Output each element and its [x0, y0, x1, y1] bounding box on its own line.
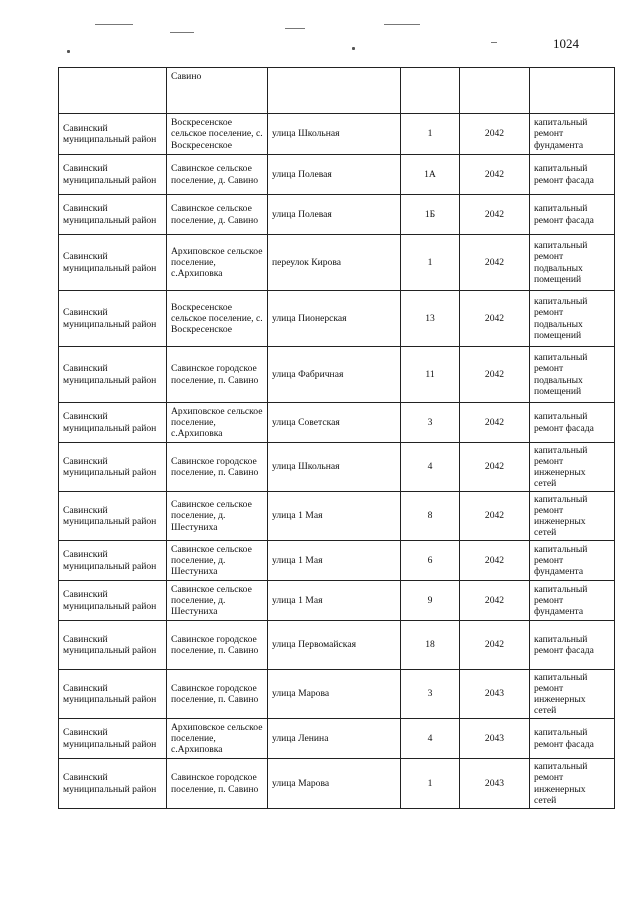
table-row	[59, 347, 615, 403]
cell-settlement: Савинское городское поселение, п. Савино	[167, 347, 268, 403]
cell-house: 1А	[401, 155, 460, 195]
cell-house: 3	[401, 403, 460, 443]
cell-work: капитальный ремонт инженерных сетей	[530, 759, 615, 809]
cell-house: 4	[401, 719, 460, 759]
cell-settlement: Савинское сельское поселение, д. Савино	[167, 195, 268, 235]
cell-work: капитальный ремонт фасада	[530, 621, 615, 670]
cell-street: улица Фабричная	[268, 347, 401, 403]
cell-work: капитальный ремонт подвальных помещений	[530, 347, 615, 403]
cell-settlement: Савинское сельское поселение, д. Савино	[167, 155, 268, 195]
cell-settlement: Воскресенское сельское поселение, с. Воскресенское	[167, 291, 268, 347]
cell-house: 18	[401, 621, 460, 670]
cell-street	[268, 68, 401, 114]
cell-work: капитальный ремонт фундамента	[530, 581, 615, 621]
cell-year: 2042	[460, 195, 530, 235]
table-row	[59, 403, 615, 443]
cell-work: капитальный ремонт фасада	[530, 195, 615, 235]
scan-line-1	[95, 24, 133, 25]
cell-work: капитальный ремонт фасада	[530, 719, 615, 759]
cell-year: 2042	[460, 621, 530, 670]
cell-street: улица Марова	[268, 759, 401, 809]
cell-district: Савинский муниципальный район	[59, 759, 167, 809]
table-row	[59, 235, 615, 291]
cell-year	[460, 68, 530, 114]
cell-street: улица Ленина	[268, 719, 401, 759]
table-body	[59, 68, 615, 809]
cell-settlement: Савинское сельское поселение, д. Шестуниха	[167, 581, 268, 621]
cell-year: 2042	[460, 443, 530, 492]
cell-street: улица 1 Мая	[268, 541, 401, 581]
cell-work: капитальный ремонт инженерных сетей	[530, 492, 615, 541]
cell-house: 11	[401, 347, 460, 403]
cell-year: 2042	[460, 155, 530, 195]
table-row	[59, 621, 615, 670]
cell-settlement: Савинское городское поселение, п. Савино	[167, 621, 268, 670]
cell-district: Савинский муниципальный район	[59, 621, 167, 670]
table-row	[59, 541, 615, 581]
cell-district: Савинский муниципальный район	[59, 403, 167, 443]
table-row	[59, 719, 615, 759]
cell-district: Савинский муниципальный район	[59, 235, 167, 291]
cell-settlement: Воскресенское сельское поселение, с. Воскресенское	[167, 114, 268, 155]
cell-street: улица Первомайская	[268, 621, 401, 670]
table-row	[59, 155, 615, 195]
cell-year: 2042	[460, 347, 530, 403]
cell-district: Савинский муниципальный район	[59, 492, 167, 541]
cell-house: 1	[401, 235, 460, 291]
cell-settlement: Архиповское сельское поселение, с.Архиповка	[167, 403, 268, 443]
table-row	[59, 492, 615, 541]
cell-settlement: Савино	[167, 68, 268, 114]
cell-street: улица Полевая	[268, 195, 401, 235]
table-row	[59, 759, 615, 809]
cell-work: капитальный ремонт фундамента	[530, 541, 615, 581]
cell-house: 1	[401, 114, 460, 155]
cell-house: 9	[401, 581, 460, 621]
scan-dot-1	[67, 50, 70, 53]
page-number: 1024	[553, 36, 579, 51]
cell-work: капитальный ремонт инженерных сетей	[530, 443, 615, 492]
cell-street: улица Школьная	[268, 114, 401, 155]
cell-street: улица 1 Мая	[268, 492, 401, 541]
table-row	[59, 195, 615, 235]
cell-district: Савинский муниципальный район	[59, 443, 167, 492]
cell-house: 13	[401, 291, 460, 347]
table-row	[59, 291, 615, 347]
cell-street: улица Пионерская	[268, 291, 401, 347]
cell-year: 2042	[460, 581, 530, 621]
cell-work: капитальный ремонт подвальных помещений	[530, 235, 615, 291]
cell-street: улица Советская	[268, 403, 401, 443]
cell-street: улица 1 Мая	[268, 581, 401, 621]
cell-street: улица Марова	[268, 670, 401, 719]
table-row	[59, 581, 615, 621]
cell-house: 4	[401, 443, 460, 492]
cell-work: капитальный ремонт подвальных помещений	[530, 291, 615, 347]
cell-house: 8	[401, 492, 460, 541]
cell-year: 2042	[460, 114, 530, 155]
cell-district: Савинский муниципальный район	[59, 581, 167, 621]
scan-dot-2	[352, 47, 355, 50]
table-row-continuation	[59, 68, 615, 114]
cell-house	[401, 68, 460, 114]
cell-work: капитальный ремонт фундамента	[530, 114, 615, 155]
scan-line-3	[170, 32, 194, 33]
cell-street: переулок Кирова	[268, 235, 401, 291]
cell-year: 2042	[460, 541, 530, 581]
cell-settlement: Савинское городское поселение, п. Савино	[167, 443, 268, 492]
cell-district: Савинский муниципальный район	[59, 670, 167, 719]
cell-settlement: Архиповское сельское поселение, с.Архиповка	[167, 719, 268, 759]
cell-year: 2042	[460, 492, 530, 541]
cell-district: Савинский муниципальный район	[59, 195, 167, 235]
cell-work: капитальный ремонт фасада	[530, 155, 615, 195]
cell-district	[59, 68, 167, 114]
cell-settlement: Савинское городское поселение, п. Савино	[167, 670, 268, 719]
cell-work: капитальный ремонт инженерных сетей	[530, 670, 615, 719]
cell-district: Савинский муниципальный район	[59, 347, 167, 403]
cell-district: Савинский муниципальный район	[59, 114, 167, 155]
scan-line-5	[491, 42, 497, 43]
scan-line-4	[285, 28, 305, 29]
cell-work: капитальный ремонт фасада	[530, 403, 615, 443]
cell-work	[530, 68, 615, 114]
table-row	[59, 443, 615, 492]
cell-year: 2042	[460, 291, 530, 347]
cell-district: Савинский муниципальный район	[59, 155, 167, 195]
cell-settlement: Савинское городское поселение, п. Савино	[167, 759, 268, 809]
cell-house: 3	[401, 670, 460, 719]
cell-year: 2042	[460, 403, 530, 443]
cell-year: 2042	[460, 235, 530, 291]
cell-house: 1	[401, 759, 460, 809]
scan-line-2	[384, 24, 420, 25]
cell-street: улица Школьная	[268, 443, 401, 492]
cell-district: Савинский муниципальный район	[59, 541, 167, 581]
cell-district: Савинский муниципальный район	[59, 291, 167, 347]
cell-settlement: Савинское сельское поселение, д. Шестуниха	[167, 541, 268, 581]
cell-settlement: Архиповское сельское поселение, с.Архиповка	[167, 235, 268, 291]
table-row	[59, 114, 615, 155]
cell-settlement: Савинское сельское поселение, д. Шестуниха	[167, 492, 268, 541]
repair-schedule-table	[58, 67, 615, 809]
cell-year: 2043	[460, 759, 530, 809]
cell-street: улица Полевая	[268, 155, 401, 195]
cell-district: Савинский муниципальный район	[59, 719, 167, 759]
cell-house: 6	[401, 541, 460, 581]
cell-year: 2043	[460, 670, 530, 719]
table-row	[59, 670, 615, 719]
cell-house: 1Б	[401, 195, 460, 235]
cell-year: 2043	[460, 719, 530, 759]
